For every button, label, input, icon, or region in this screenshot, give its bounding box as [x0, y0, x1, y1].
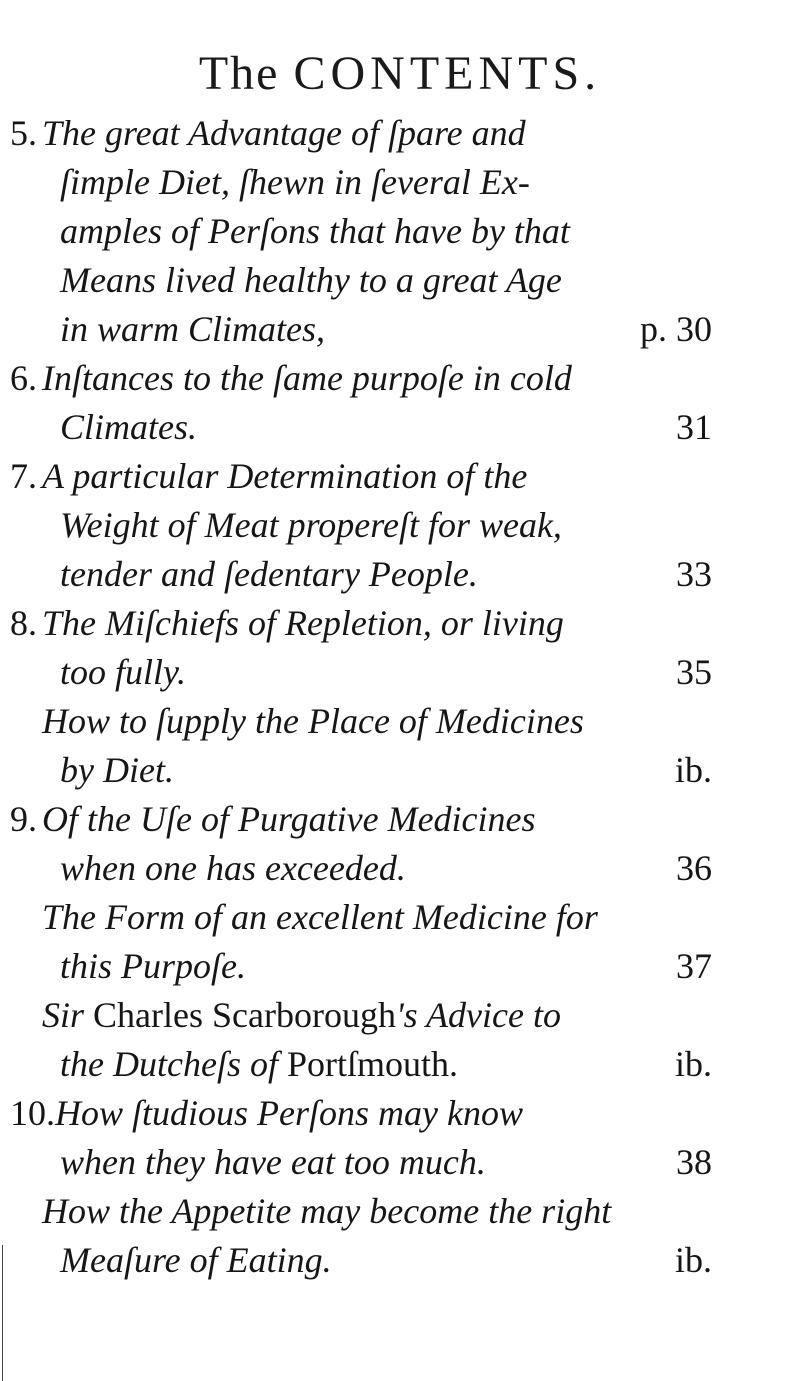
- entry-7-line-3: tender and ſedentary People. 33: [0, 549, 800, 599]
- entry-number: 5.: [10, 113, 37, 153]
- entry-8-line-2: too fully. 35: [0, 647, 800, 697]
- entry-5-line-1: 5. The great Advantage of ſpare and: [0, 108, 800, 158]
- entry-9-line-2: when one has exceeded. 36: [0, 843, 800, 893]
- entry-appetite-line-1: How the Appetite may become the right: [42, 1191, 612, 1231]
- entry-7-line-1: 7. A particular Determination of the: [0, 451, 800, 501]
- entry-10-line-2: when they have eat too much. 38: [0, 1137, 800, 1187]
- entry-appetite-line-2: Meaſure of Eating. ib.: [0, 1235, 800, 1285]
- page-number: ib.: [674, 1240, 712, 1280]
- entry-number: 10.: [10, 1093, 55, 1133]
- entry-scarborough-line-2: the Dutcheſs of Portſmouth. ib.: [0, 1039, 800, 1089]
- entry-form-line-1: The Form of an excellent Medicine for: [42, 897, 598, 937]
- page-edge-line: [2, 1245, 3, 1381]
- entry-5-line-5: in warm Climates, p. 30: [0, 304, 800, 354]
- page-number: 36: [676, 848, 712, 888]
- entry-number: 8.: [10, 603, 37, 643]
- page-number: ib.: [674, 750, 712, 790]
- entry-9-line-1: 9. Of the Uſe of Purgative Medicines: [0, 794, 800, 844]
- page-number: 35: [676, 652, 712, 692]
- entry-5-line-3: amples of Perſons that have by that: [60, 211, 570, 251]
- entry-10-line-1: 10. How ſtudious Perſons may know: [0, 1088, 800, 1138]
- entry-form-line-2: this Purpoſe. 37: [0, 941, 800, 991]
- header-contents: CONTENTS.: [293, 47, 602, 100]
- entry-medicines-line-2: by Diet. ib.: [0, 745, 800, 795]
- page-number: 33: [676, 554, 712, 594]
- entry-number: 7.: [10, 456, 37, 496]
- entry-6-line-1: 6. Inſtances to the ſame purpoſe in cold: [0, 353, 800, 403]
- entry-6-line-2: Climates. 31: [0, 402, 800, 452]
- entry-number: 6.: [10, 358, 37, 398]
- entry-number: 9.: [10, 799, 37, 839]
- page-number: 38: [676, 1142, 712, 1182]
- entry-8-line-1: 8. The Miſchiefs of Repletion, or living: [0, 598, 800, 648]
- entry-medicines-line-1: How to ſupply the Place of Medicines: [42, 701, 584, 741]
- page-number: p. 30: [640, 309, 712, 349]
- entry-7-line-2: Weight of Meat propereſt for weak,: [60, 505, 562, 545]
- entry-scarborough-line-1: Sir Charles Scarborough's Advice to: [42, 995, 561, 1035]
- page-header: [0, 46, 800, 101]
- page-number: ib.: [674, 1044, 712, 1084]
- entry-5-line-4: Means lived healthy to a great Age: [60, 260, 562, 300]
- header-the: The: [198, 47, 280, 100]
- page-number: 37: [676, 946, 712, 986]
- entry-5-line-2: ſimple Diet, ſhewn in ſeveral Ex-: [60, 162, 530, 202]
- page-number: 31: [676, 407, 712, 447]
